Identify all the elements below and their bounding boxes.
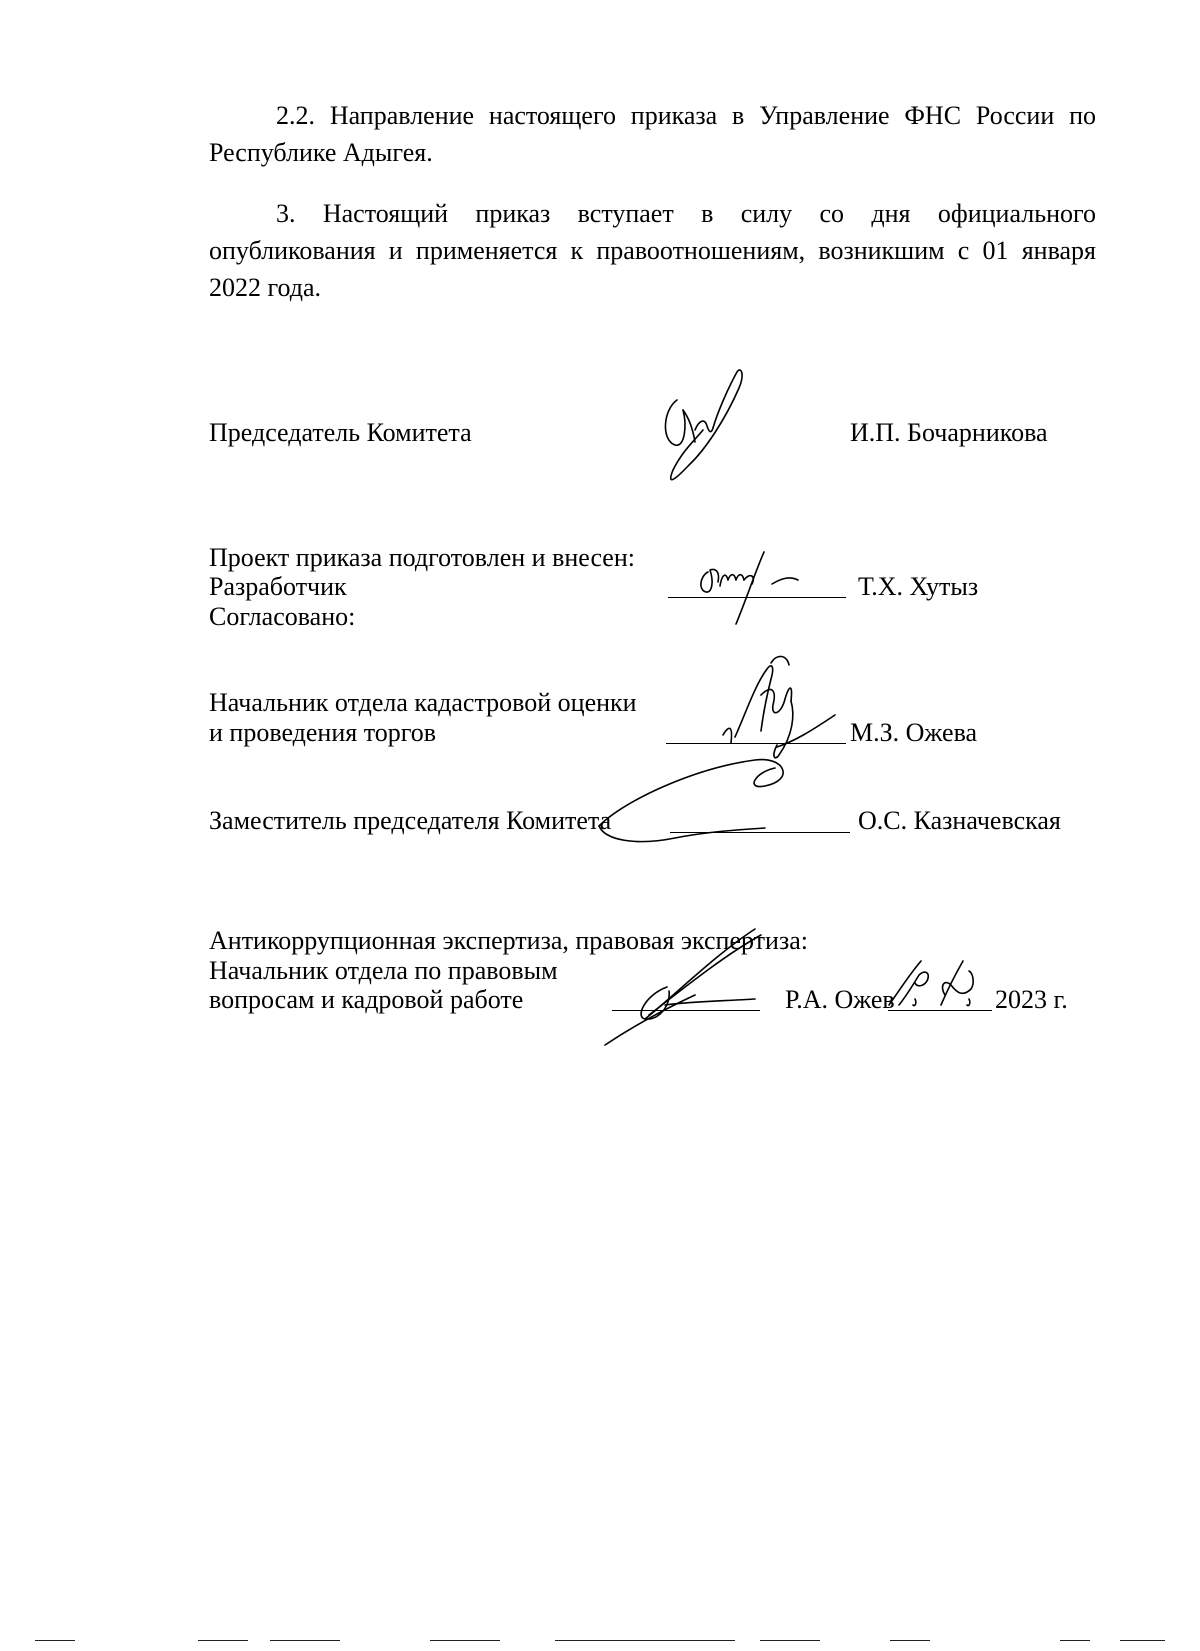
legal-line1: Начальник отдела по правовым [209, 956, 558, 985]
developer-role: Разработчик [209, 572, 347, 601]
chairman-signature [655, 370, 765, 500]
developer-name: Т.Х. Хутыз [858, 572, 979, 601]
head-cadastral-name: М.З. Ожева [850, 718, 978, 747]
paragraph-2-2-text: 2.2. Направление настоящего приказа в Управление ФНС России по Республике Адыгея. [209, 101, 1096, 167]
scan-artifact [270, 1640, 340, 1641]
head-cadastral-line1: Начальник отдела кадастровой оценки [209, 688, 637, 717]
scan-artifact [1060, 1640, 1090, 1641]
deputy-name: О.С. Казначевская [858, 806, 1061, 835]
legal-signature-line [612, 1010, 760, 1011]
head-cadastral-signature [715, 655, 855, 770]
scan-artifact [35, 1640, 75, 1641]
head-cadastral-signature-line [666, 743, 846, 744]
developer-signature-line [668, 597, 846, 598]
prepared-header: Проект приказа подготовлен и внесен: [209, 543, 635, 572]
paragraph-2-2 [209, 97, 1096, 171]
legal-name: Р.А. Ожев [785, 985, 895, 1014]
chairman-name: И.П. Бочарникова [850, 418, 1048, 447]
legal-header: Антикоррупционная экспертиза, правовая экспертиза: [209, 926, 808, 955]
developer-signature [690, 550, 850, 630]
chairman-title: Председатель Комитета [209, 418, 472, 447]
scan-artifact [430, 1640, 500, 1641]
deputy-title: Заместитель председателя Комитета [209, 806, 612, 835]
scan-artifact [760, 1640, 820, 1641]
agreed-label: Согласовано: [209, 602, 356, 631]
legal-line2: вопросам и кадровой работе [209, 985, 524, 1014]
paragraph-3-text: 3. Настоящий приказ вступает в силу со дня официального опубликования и применяется к правоотношениям, возникшим с 01 января 2022 года. [209, 199, 1096, 302]
legal-date-handwritten [885, 955, 995, 1015]
deputy-signature [595, 750, 835, 860]
scan-artifact [890, 1640, 930, 1641]
paragraph-3 [209, 195, 1096, 306]
legal-date-year: 2023 г. [995, 985, 1068, 1014]
deputy-signature-line [670, 832, 850, 833]
head-cadastral-line2: и проведения торгов [209, 718, 437, 747]
scan-artifact [1120, 1640, 1165, 1641]
legal-date-line [888, 1010, 992, 1011]
scan-artifact [198, 1640, 248, 1641]
scan-artifact [555, 1640, 735, 1641]
